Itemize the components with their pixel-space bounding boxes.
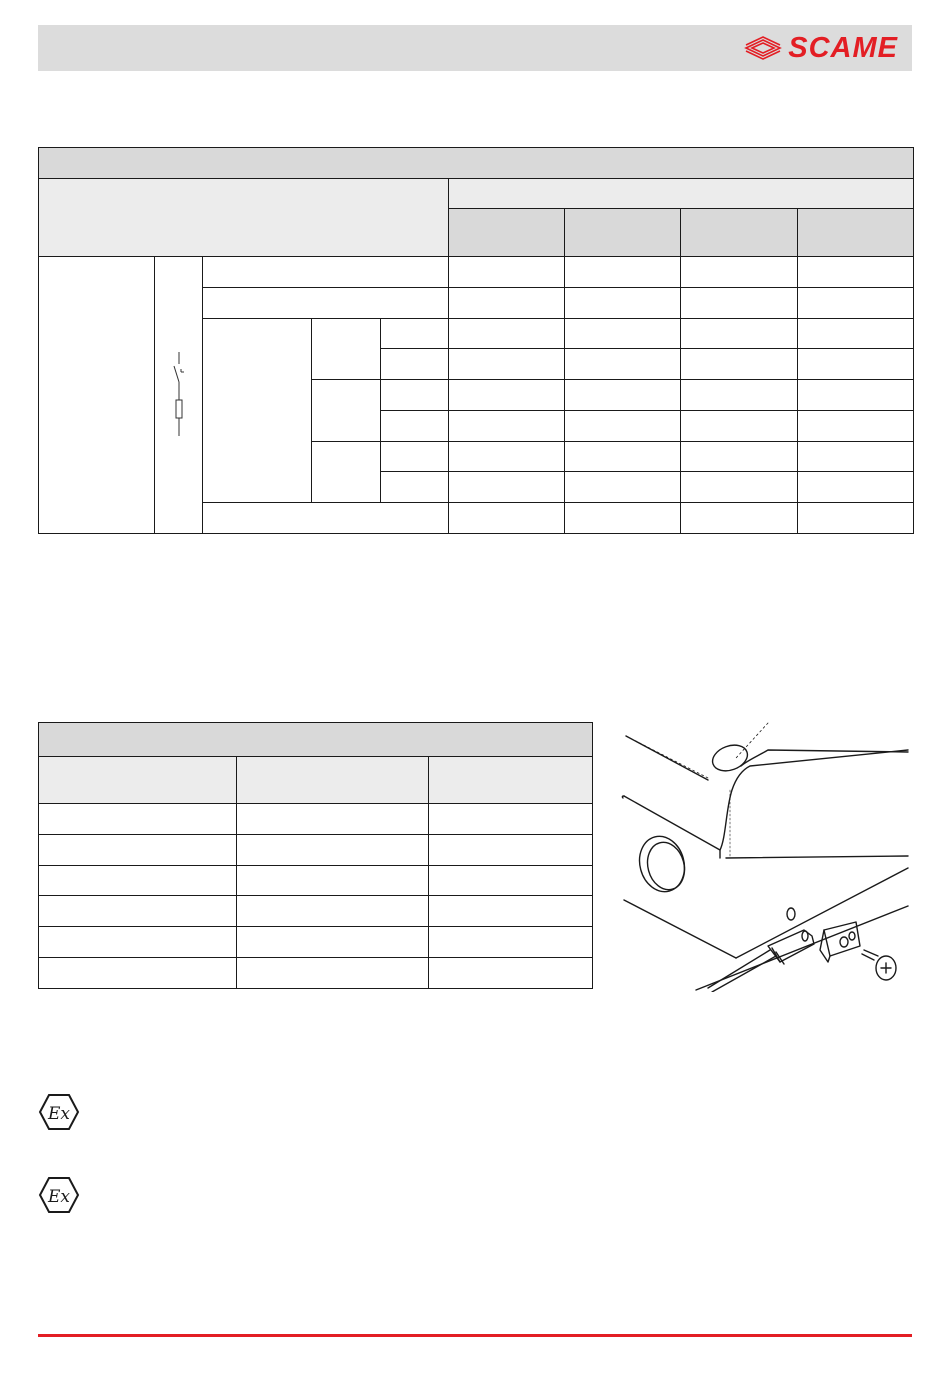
row-subgroup-label [312, 380, 381, 442]
enclosure-earth-terminal-illustration [608, 718, 913, 992]
table-header-left [39, 179, 449, 257]
row-label [381, 411, 449, 442]
brand-name: SCAME [788, 32, 898, 64]
table-cell [429, 835, 593, 866]
table-cell [39, 835, 237, 866]
table-cell [39, 958, 237, 989]
disconnector-switch-fuse-icon [171, 352, 187, 436]
table-cell [681, 380, 798, 411]
table-cell [565, 257, 681, 288]
row-label [381, 380, 449, 411]
table-cell [798, 319, 914, 349]
table-cell [798, 288, 914, 319]
ex-label: Ex [48, 1104, 70, 1124]
table-cell [681, 503, 798, 534]
row-label [203, 288, 449, 319]
table-cell [429, 927, 593, 958]
table-cell [39, 927, 237, 958]
scame-layers-logo-icon [744, 36, 782, 60]
table-cell [449, 411, 565, 442]
table-cell [798, 349, 914, 380]
table-cell [565, 442, 681, 472]
table-cell [449, 380, 565, 411]
row-label [203, 503, 449, 534]
table-cell [449, 503, 565, 534]
row-label [381, 319, 449, 349]
table-cell [565, 411, 681, 442]
table-cell [681, 319, 798, 349]
ex-label: Ex [48, 1187, 70, 1207]
table-cell [39, 896, 237, 927]
table-title [39, 148, 914, 179]
row-subgroup-label [203, 319, 312, 503]
row-label [381, 442, 449, 472]
table-cell [798, 411, 914, 442]
table-cell [565, 288, 681, 319]
atex-ex-hexagon-icon [38, 1093, 80, 1131]
page-header [38, 25, 912, 71]
table-cell [237, 896, 429, 927]
table-cell [449, 257, 565, 288]
table-cell [565, 472, 681, 503]
earthing-data-table [38, 722, 593, 989]
row-label [381, 349, 449, 380]
column-header [429, 757, 593, 804]
table-cell [681, 442, 798, 472]
table-cell [565, 349, 681, 380]
symbol-cell [155, 257, 203, 534]
table-cell [237, 958, 429, 989]
column-header [237, 757, 429, 804]
row-subgroup-label [312, 442, 381, 503]
table-cell [681, 472, 798, 503]
table-cell [237, 804, 429, 835]
table-cell [449, 349, 565, 380]
table-cell [449, 442, 565, 472]
table-cell [429, 866, 593, 896]
table-cell [798, 257, 914, 288]
table-cell [681, 349, 798, 380]
table-cell [681, 411, 798, 442]
table-cell [449, 472, 565, 503]
table-cell [429, 958, 593, 989]
table-cell [798, 442, 914, 472]
electrical-data-table [38, 147, 914, 534]
table-cell [429, 804, 593, 835]
table-cell [798, 503, 914, 534]
column-header [565, 209, 681, 257]
table-cell [429, 896, 593, 927]
column-header [681, 209, 798, 257]
table-cell [237, 866, 429, 896]
column-header [39, 757, 237, 804]
table-cell [39, 866, 237, 896]
row-subgroup-label [312, 319, 381, 380]
row-label [381, 472, 449, 503]
brand-logo [744, 33, 898, 63]
table-cell [565, 503, 681, 534]
table-cell [565, 380, 681, 411]
table-cell [449, 319, 565, 349]
table-cell [798, 472, 914, 503]
column-header [449, 209, 565, 257]
row-label [203, 257, 449, 288]
table-cell [798, 380, 914, 411]
table-cell [681, 257, 798, 288]
table-cell [565, 319, 681, 349]
table-cell [237, 835, 429, 866]
table-header-group [449, 179, 914, 209]
table-title [39, 723, 593, 757]
footer-divider [38, 1334, 912, 1337]
table-cell [237, 927, 429, 958]
table-cell [449, 288, 565, 319]
table-cell [39, 804, 237, 835]
atex-ex-hexagon-icon [38, 1176, 80, 1214]
table-cell [681, 288, 798, 319]
row-group-label [39, 257, 155, 534]
column-header [798, 209, 914, 257]
